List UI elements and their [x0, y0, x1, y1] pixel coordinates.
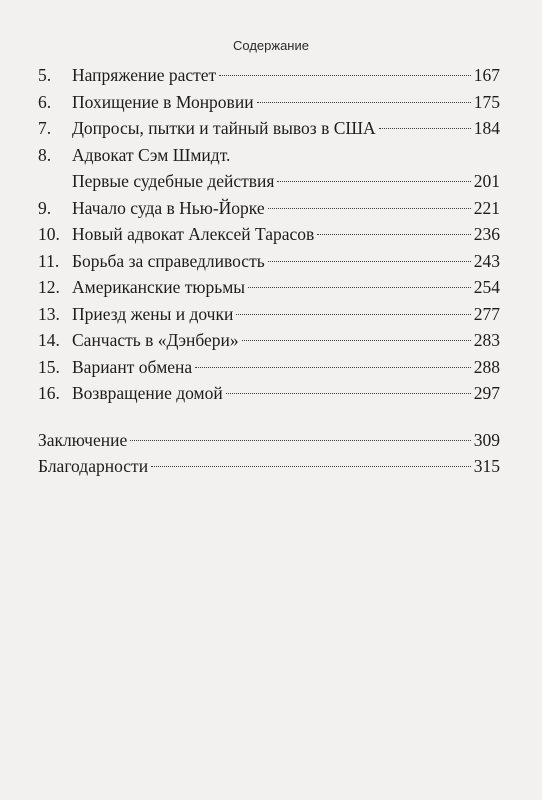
dot-leader	[317, 234, 470, 235]
chapter-number: 7.	[38, 118, 52, 138]
running-head: Содержание	[233, 38, 309, 53]
chapter-number: 8.	[38, 144, 52, 165]
chapter-title: Возвращение домой	[72, 383, 223, 403]
dot-leader	[379, 128, 471, 129]
toc-entry-acknowledgements	[38, 453, 500, 480]
toc-entry-12	[38, 274, 500, 301]
dot-leader	[236, 314, 470, 315]
chapter-number: 13.	[38, 303, 60, 324]
chapter-title-line-1: Адвокат Сэм Шмидт.	[72, 144, 231, 165]
dot-leader	[130, 440, 471, 441]
toc-entry-16	[38, 380, 500, 407]
dot-leader	[195, 367, 471, 368]
toc-entry-11	[38, 248, 500, 275]
chapter-title: Допросы, пытки и тайный вывоз в США	[72, 118, 376, 138]
page-number: 167	[473, 65, 500, 85]
dot-leader	[248, 287, 471, 288]
chapter-number: 12.	[38, 277, 60, 297]
chapter-title: Приезд жены и дочки	[72, 303, 234, 324]
chapter-title: Напряжение растет	[72, 65, 217, 85]
toc-entry-7	[38, 115, 500, 142]
dot-leader	[277, 181, 470, 182]
toc-entry-6	[38, 89, 500, 116]
toc-entry-15	[38, 354, 500, 381]
chapter-title: Новый адвокат Алексей Тарасов	[72, 224, 315, 244]
page-number: 309	[473, 429, 500, 450]
dot-leader	[268, 208, 471, 209]
chapter-number: 9.	[38, 197, 52, 218]
chapter-title: Вариант обмена	[72, 356, 193, 377]
page-number: 175	[473, 91, 500, 112]
dot-leader	[219, 75, 471, 76]
dot-leader	[268, 261, 471, 262]
chapter-title: Начало суда в Нью-Йорке	[72, 197, 265, 218]
chapter-title: Санчасть в «Дэнбери»	[72, 330, 239, 350]
dot-leader	[151, 466, 471, 467]
page-number: 221	[473, 197, 500, 218]
page-number: 184	[473, 118, 500, 138]
page-number: 315	[473, 456, 500, 476]
page-number: 277	[473, 303, 500, 324]
section-gap	[38, 407, 500, 427]
chapter-number: 14.	[38, 330, 60, 350]
page-number: 201	[473, 171, 500, 191]
page-number: 283	[473, 330, 500, 350]
section-title: Благодарности	[38, 456, 149, 476]
page-number: 254	[473, 277, 500, 297]
dot-leader	[242, 340, 471, 341]
chapter-number: 15.	[38, 356, 60, 377]
dot-leader	[257, 102, 471, 103]
page-number: 297	[473, 383, 500, 403]
toc-entry-14	[38, 327, 500, 354]
chapter-number: 6.	[38, 91, 52, 112]
page-number: 288	[473, 356, 500, 377]
toc-entry-5	[38, 62, 500, 89]
toc-entry-8	[38, 142, 500, 195]
chapter-title-line-2: Первые судебные действия	[72, 171, 275, 191]
chapter-number: 11.	[38, 250, 60, 271]
chapter-number: 10.	[38, 224, 60, 244]
toc-entry-9	[38, 195, 500, 222]
chapter-number: 5.	[38, 65, 52, 85]
chapter-title: Американские тюрьмы	[72, 277, 246, 297]
toc-entry-13	[38, 301, 500, 328]
toc-entry-10	[38, 221, 500, 248]
page-number: 236	[473, 224, 500, 244]
dot-leader	[226, 393, 471, 394]
chapter-title: Похищение в Монровии	[72, 91, 254, 112]
section-title: Заключение	[38, 429, 128, 450]
table-of-contents	[38, 62, 500, 480]
page-number: 243	[473, 250, 500, 271]
chapter-title: Борьба за справедливость	[72, 250, 265, 271]
chapter-number: 16.	[38, 383, 60, 403]
toc-entry-conclusion	[38, 427, 500, 454]
